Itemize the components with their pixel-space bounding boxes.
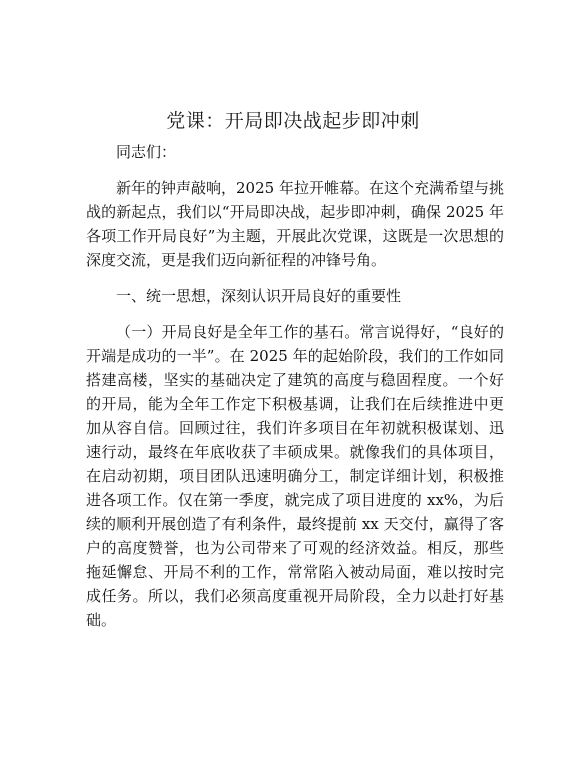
greeting: 同志们： [116, 143, 177, 161]
section-heading: 一、统一思想，深刻认识开局良好的重要性 [116, 287, 402, 305]
section-paragraph: （一）开局良好是全年工作的基石。常言说得好，“良好的开端是成功的一半”。在 2025 年的起始阶段，我们的工作如同搭建高楼，坚实的基础决定了建筑的高度与稳固程度。一个好的开局，能为全年工作定下积极基调，让我们在后续推进中更加从容自信。回顾过往，我们许多项目在年初就积极谋划、迅速行动，最终在年底收获了丰硕成果。就像我们的具体项目，在启动初期，项目团队迅速明确分工，制定详细计划，积极推进各项工作。仅在第一季度，就完成了项目进度的 xx%，为后续的顺利开展创造了有利条件，最终提前 xx 天交付，赢得了客户的高度赞誉，也为公司带来了可观的经济效益。相反，那些拖延懈怠、开局不利的工作，常常陷入被动局面，难以按时完成任务。所以，我们必须高度重视开局阶段，全力以赴打好基础。 [86, 323, 504, 629]
intro-paragraph: 新年的钟声敲响，2025 年拉开帷幕。在这个充满希望与挑战的新起点，我们以“开局即决战，起步即冲刺，确保 2025 年各项工作开局良好”为主题，开展此次党课，这既是一次思想的深度交流，更是我们迈向新征程的冲锋号角。 [86, 179, 504, 269]
document-title: 党课：开局即决战起步即冲刺 [166, 110, 420, 132]
document-body [86, 140, 504, 644]
